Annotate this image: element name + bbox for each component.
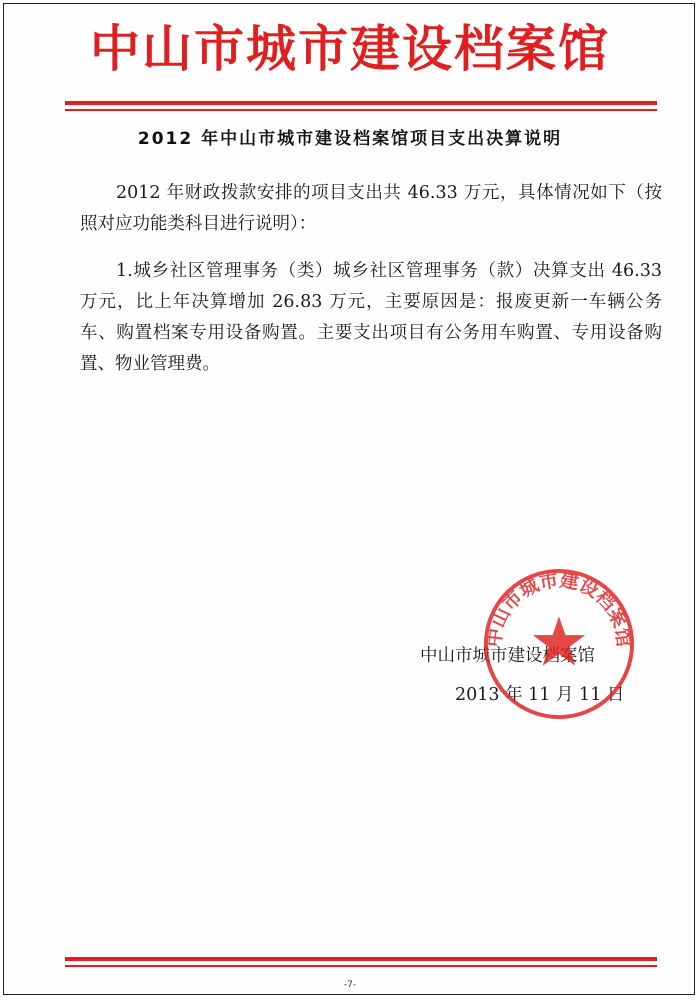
footer-rule-bottom	[65, 965, 657, 967]
paragraph-2: 1.城乡社区管理事务（类）城乡社区管理事务（款）决算支出 46.33 万元，比上年决算增加 26.83 万元，主要原因是：报废更新一车辆公务车、购置档案专用设备购置。主要支出项目有公务用车购置、专用设备购置、物业管理费。	[80, 261, 662, 374]
footer-rule-top	[65, 957, 657, 961]
seal-text: 中山市城市建设档案馆	[483, 569, 635, 649]
document-title: 2012 年中山市城市建设档案馆项目支出决算说明	[137, 129, 563, 149]
page-number: -7-	[343, 980, 357, 990]
letterhead-title: 中山市城市建设档案馆	[90, 19, 610, 78]
signature-org: 中山市城市建设档案馆	[420, 646, 595, 666]
signature-date: 2013 年 11 月 11 日	[455, 685, 625, 705]
page-frame	[3, 3, 695, 995]
paragraph-1: 2012 年财政拨款安排的项目支出共 46.33 万元，具体情况如下（按照对应功能类科目进行说明）：	[80, 183, 662, 234]
letterhead-rule-bottom	[65, 109, 657, 111]
official-seal-icon	[480, 565, 638, 723]
letterhead-rule-top	[65, 101, 657, 105]
seal-star	[533, 616, 585, 665]
